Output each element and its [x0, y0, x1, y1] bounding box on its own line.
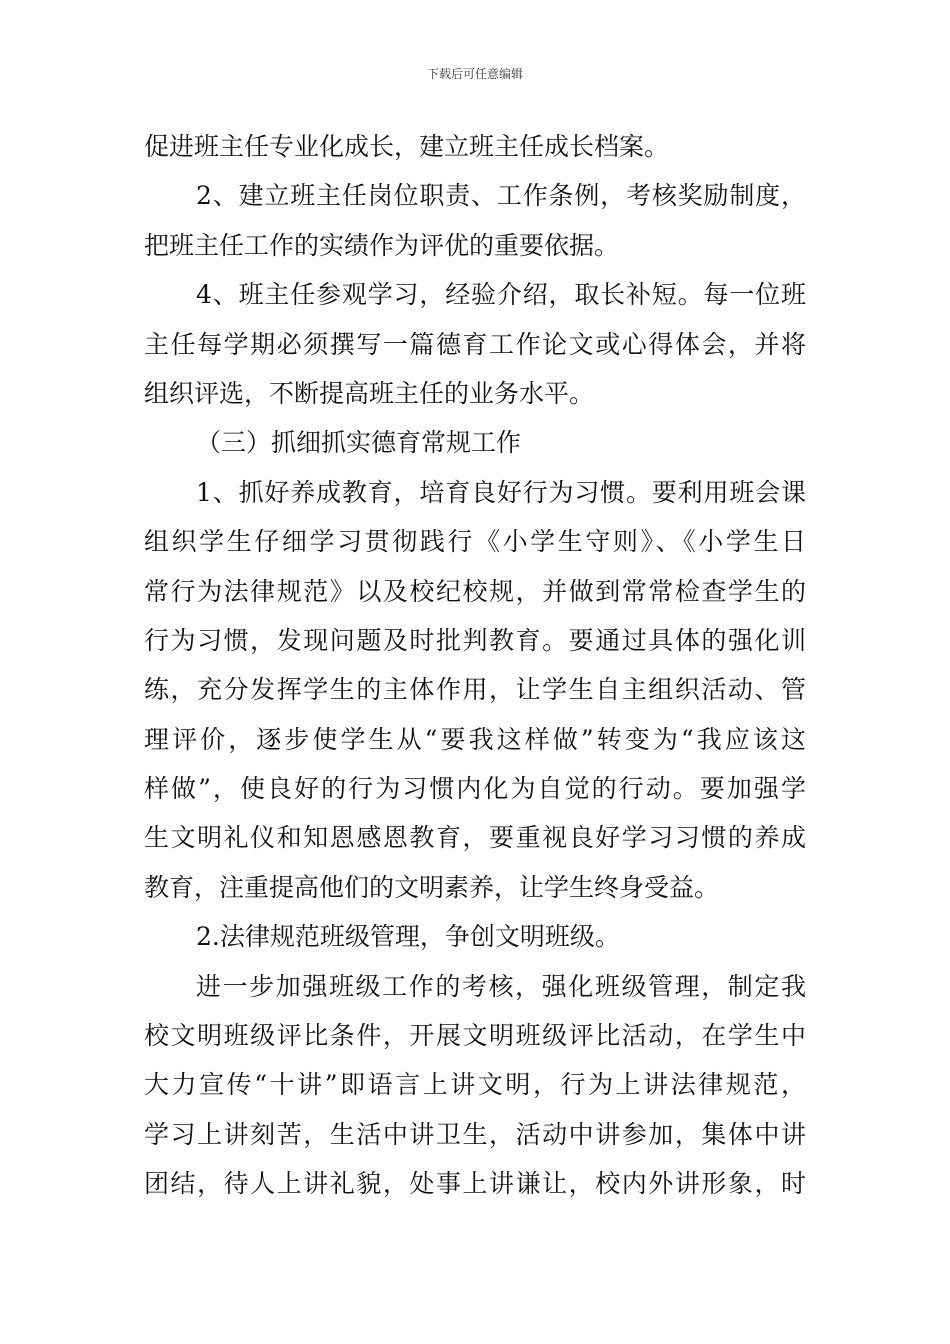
text-line: 教育，注重提高他们的文明素养，让学生终身受益。	[144, 872, 720, 902]
text-line: 常行为法律规范》以及校纪校规，并做到常常检查学生的	[144, 576, 806, 606]
text-line: 主任每学期必须撰写一篇德育工作论文或心得体会，并将	[144, 329, 806, 359]
text-line: 组织评选，不断提高班主任的业务水平。	[144, 378, 595, 408]
text-line: 校文明班级评比条件，开展文明班级评比活动，在学生中	[144, 1021, 806, 1051]
text-line: 学习上讲刻苦，生活中讲卫生，活动中讲参加，集体中讲	[144, 1119, 806, 1149]
text-line: 进一步加强班级工作的考核，强化班级管理，制定我	[196, 971, 806, 1001]
text-line: 团结，待人上讲礼貌，处事上讲谦让，校内外讲形象，时	[144, 1169, 806, 1199]
text-line: 行为习惯，发现问题及时批判教育。要通过具体的强化训	[144, 625, 806, 655]
text-line: 2、建立班主任岗位职责、工作条例，考核奖励制度，	[196, 181, 806, 211]
text-line: 把班主任工作的实绩作为评优的重要依据。	[144, 230, 620, 260]
text-line: 大力宣传“十讲”即语言上讲文明，行为上讲法律规范，	[144, 1070, 806, 1100]
text-line: 组织学生仔细学习贯彻践行《小学生守则》、《小学生日	[144, 527, 806, 557]
page-header: 下载后可任意编辑	[426, 67, 523, 81]
text-line: 4、班主任参观学习，经验介绍，取长补短。每一位班	[196, 280, 806, 310]
text-line: 促进班主任专业化成长，建立班主任成长档案。	[144, 132, 670, 161]
document-body	[144, 122, 806, 1209]
section-heading: （三）抓细抓实德育常规工作	[196, 428, 522, 458]
text-line: 练，充分发挥学生的主体作用，让学生自主组织活动、管	[144, 675, 806, 705]
text-line: 样做”，使良好的行为习惯内化为自觉的行动。要加强学	[144, 774, 806, 804]
text-line: 生文明礼仪和知恩感恩教育，要重视良好学习习惯的养成	[144, 823, 806, 853]
text-line: 理评价，逐步使学生从“要我这样做”转变为“我应该这	[144, 724, 806, 754]
text-line: 1、抓好养成教育，培育良好行为习惯。要利用班会课	[196, 477, 806, 507]
text-line: 2.法律规范班级管理，争创文明班级。	[196, 922, 620, 952]
